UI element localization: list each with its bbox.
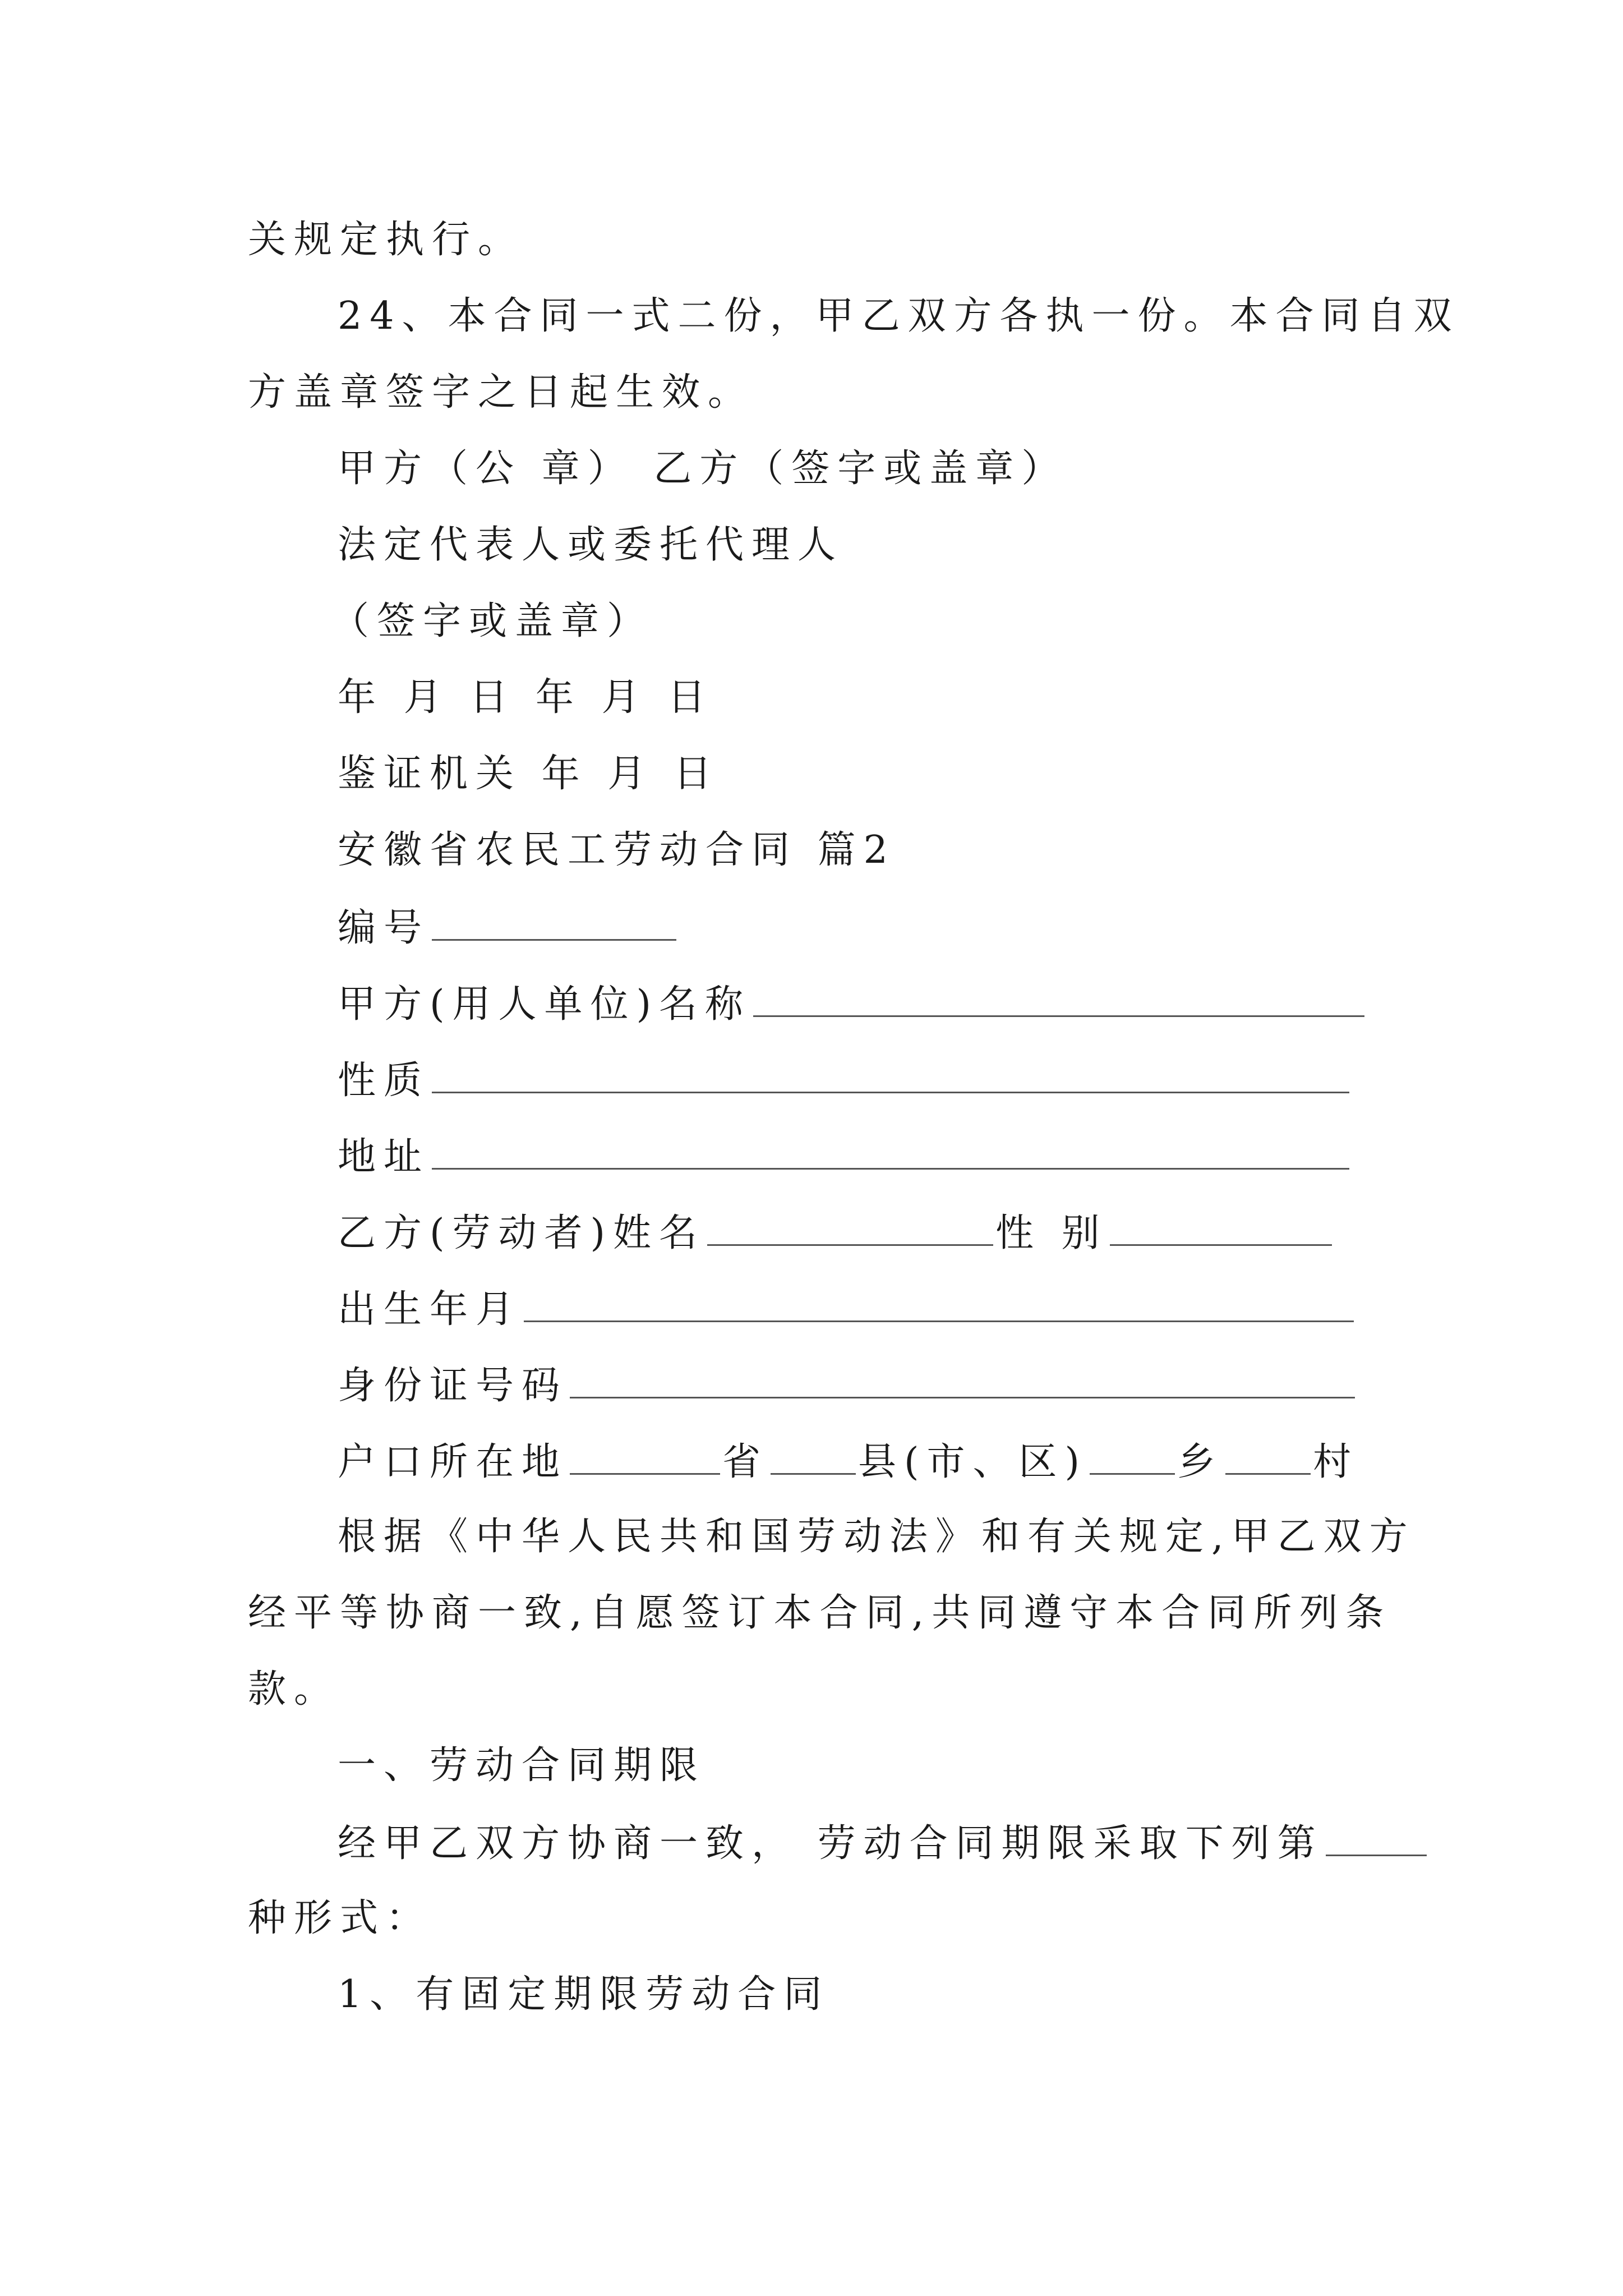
form-label: 乡	[1177, 1440, 1224, 1484]
text-line: 年 月 日 年 月 日	[338, 675, 714, 720]
form-label: 性质	[338, 1059, 430, 1103]
section-heading: 安徽省农民工劳动合同 篇2	[338, 828, 896, 872]
section-heading: 一、劳动合同期限	[338, 1743, 706, 1788]
form-label: 身份证号码	[338, 1364, 568, 1408]
blank-field	[1326, 1818, 1427, 1856]
blank-field	[1110, 1207, 1332, 1246]
blank-field	[753, 978, 1364, 1017]
form-label: 地址	[338, 1135, 430, 1179]
text-line: 24、本合同一式二份，甲乙双方各执一份。本合同自双	[338, 294, 1460, 338]
blank-field	[707, 1207, 993, 1246]
form-row-nature	[338, 1055, 1352, 1106]
text-line: 甲方（公 章） 乙方（签字或盖章）	[338, 447, 1068, 491]
text-line: 关规定执行。	[248, 218, 524, 262]
form-row-hukou	[338, 1436, 1359, 1487]
form-label: 编号	[338, 906, 430, 950]
form-label: 县(市、区)	[858, 1440, 1088, 1484]
form-row-employer	[338, 978, 1367, 1029]
form-label: 乙方(劳动者)姓名	[338, 1211, 706, 1255]
blank-field	[1090, 1436, 1175, 1475]
form-row-address	[338, 1131, 1352, 1182]
blank-field	[1225, 1436, 1311, 1475]
blank-field	[524, 1283, 1354, 1322]
text-line: 法定代表人或委托代理人	[338, 523, 844, 567]
form-row-worker	[338, 1207, 1334, 1258]
blank-field	[432, 1055, 1349, 1093]
form-label: 甲方(用人单位)名称	[338, 982, 751, 1027]
form-label: 村	[1313, 1440, 1359, 1484]
paragraph-line	[338, 1818, 1429, 1869]
blank-field	[570, 1436, 720, 1475]
form-label: 户口所在地	[338, 1440, 568, 1484]
form-row-number	[338, 902, 679, 953]
text-line: 方盖章签字之日起生效。	[248, 370, 754, 415]
text-line: 鉴证机关 年 月 日	[338, 752, 720, 796]
form-label: 省	[722, 1440, 769, 1484]
blank-field	[570, 1360, 1355, 1398]
paragraph-line: 根据《中华人民共和国劳动法》和有关规定,甲乙双方	[338, 1515, 1415, 1559]
form-label: 性 别	[995, 1211, 1108, 1255]
form-row-id	[338, 1360, 1357, 1411]
paragraph-line: 种形式：	[248, 1896, 432, 1940]
paragraph-line: 1、有固定期限劳动合同	[338, 1972, 830, 2017]
paragraph-line: 经平等协商一致,自愿签订本合同,共同遵守本合同所列条	[248, 1591, 1392, 1635]
blank-field	[432, 1131, 1349, 1170]
form-label: 出生年月	[338, 1287, 522, 1332]
text-line: （签字或盖章）	[331, 599, 653, 643]
blank-field	[771, 1436, 856, 1475]
paragraph-text: 经甲乙双方协商一致， 劳动合同期限采取下列第	[338, 1821, 1324, 1866]
form-row-birth	[338, 1283, 1356, 1335]
blank-field	[432, 902, 676, 941]
paragraph-line: 款。	[248, 1667, 340, 1711]
